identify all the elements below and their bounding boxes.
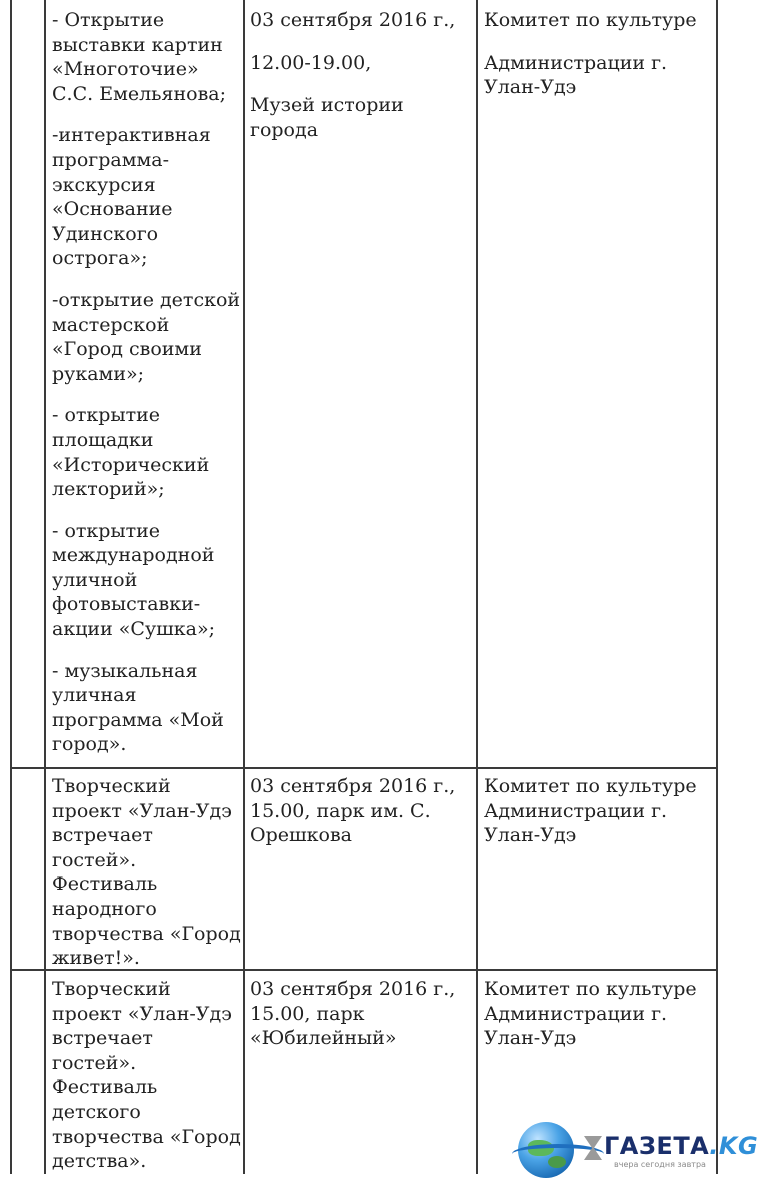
organizer-line: Комитет по культуре Администрации г. Улан-Удэ — [484, 978, 697, 1050]
event-date-cell — [250, 977, 472, 1068]
event-venue: Музей истории города — [250, 94, 404, 141]
event-date: 03 сентября 2016 г., — [250, 9, 456, 31]
table-border-left — [10, 0, 12, 1174]
watermark-logo — [512, 1118, 758, 1172]
watermark-domain: .KG — [709, 1132, 758, 1160]
event-item: - музыкальная уличная программа «Мой город». — [52, 659, 224, 756]
table-column-divider-1 — [44, 0, 46, 1174]
event-date: 03 сентября 2016 г., 15.00, парк «Юбилейный» — [250, 978, 456, 1050]
table-row — [52, 774, 242, 988]
organizer-line: Комитет по культуре Администрации г. Улан-Удэ — [484, 775, 697, 847]
organizer-cell — [484, 774, 712, 865]
organizer-line: Комитет по культуре — [484, 9, 697, 31]
event-item: - открытие площадки «Исторический лекторий»; — [52, 404, 210, 501]
table-column-divider-3 — [476, 0, 478, 1174]
watermark-brand: ГАЗЕТА.KG — [604, 1132, 758, 1160]
table-column-divider-2 — [243, 0, 245, 1174]
table-border-right — [716, 0, 718, 1174]
organizer-cell — [484, 977, 712, 1068]
event-item: Творческий проект «Улан-Удэ встречает гостей». Фестиваль детского творчества «Город детства». — [52, 978, 241, 1173]
table-row — [52, 8, 242, 774]
event-date-cell — [250, 8, 472, 159]
event-date: 03 сентября 2016 г., 15.00, парк им. С. Орешкова — [250, 775, 456, 847]
event-item: -открытие детской мастерской «Город своими руками»; — [52, 288, 241, 385]
event-time: 12.00-19.00, — [250, 51, 372, 74]
organizer-line: Администрации г. Улан-Удэ — [484, 51, 668, 99]
organizer-cell — [484, 8, 712, 117]
event-item: -интерактивная программа-экскурсия «Основание Удинского острога»; — [52, 124, 211, 270]
event-date-cell — [250, 774, 472, 865]
watermark-tagline: вчера сегодня завтра — [614, 1160, 706, 1169]
event-item: - открытие международной уличной фотовыставки-акции «Сушка»; — [52, 519, 216, 641]
event-item: Творческий проект «Улан-Удэ встречает гостей». Фестиваль народного творчества «Город живет!». — [52, 775, 241, 970]
event-item: - Открытие выставки картин «Многоточие» С.С. Емельянова; — [52, 9, 227, 105]
table-row — [52, 977, 242, 1191]
